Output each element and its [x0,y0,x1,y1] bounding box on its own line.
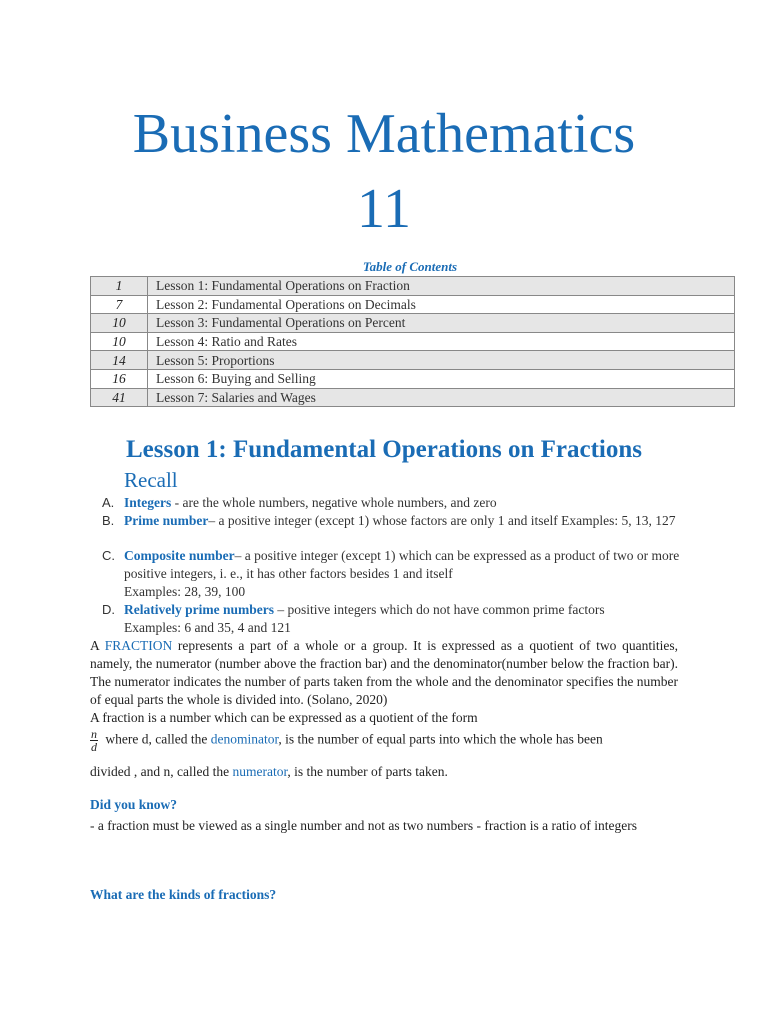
toc-lesson-title[interactable]: Lesson 5: Proportions [148,351,735,370]
quotient-paragraph: A fraction is a number which can be expressed as a quotient of the form [90,710,478,725]
text-span: where d, called the [102,731,211,747]
list-marker: B. [102,513,115,528]
list-item [102,512,682,530]
para-body: represents a part of a whole or a group. It is expressed as a quotient of two quantities, namely, the numerator (number above the fraction bar) and the denominator(number below the fraction bar). The numerator indicates the number of parts taken from the whole and the denominator specifies the number of equal parts the whole is divided into. (Solano, 2020) [90,638,678,707]
list-item [102,494,682,512]
definition-text: – positive integers which do not have common prime factors [273,602,605,617]
toc-lesson-title[interactable]: Lesson 6: Buying and Selling [148,369,735,388]
fraction-form-line-2 [90,763,448,781]
fraction-numerator: n [91,727,97,741]
did-you-know-text: - a fraction must be viewed as a single number and not as two numbers - fraction is a ratio of integers [90,818,637,833]
term-fraction: FRACTION [104,638,173,653]
toc-lesson-title[interactable]: Lesson 7: Salaries and Wages [148,388,735,407]
toc-page-number: 14 [91,351,148,370]
toc-row[interactable] [91,351,735,370]
toc-row[interactable] [91,314,735,333]
definition-text: – a positive integer (except 1) which can be expressed as a product of two or more positive integers, i. e., it has other factors besides 1 and itself [124,548,680,581]
toc-row[interactable] [91,277,735,296]
toc-lesson-title[interactable]: Lesson 3: Fundamental Operations on Percent [148,314,735,333]
table-of-contents [90,276,735,407]
term-relatively-prime: Relatively prime numbers [124,602,274,617]
kinds-of-fractions-heading: What are the kinds of fractions? [90,887,277,902]
list-item [102,547,682,601]
toc-page-number: 10 [91,314,148,333]
term-prime-number: Prime number [124,513,209,528]
fraction-definition-paragraph [90,637,678,709]
toc-page-number: 10 [91,332,148,351]
toc-lesson-title[interactable]: Lesson 4: Ratio and Rates [148,332,735,351]
para-lead: A [90,638,105,653]
examples-text: Examples: 6 and 35, 4 and 121 [124,620,291,635]
lesson-heading: Lesson 1: Fundamental Operations on Fractions [125,436,642,463]
text-span: divided , and n, called the [90,764,233,779]
toc-row[interactable] [91,388,735,407]
fraction-form-line [90,728,690,753]
toc-page-number: 1 [91,277,148,296]
toc-lesson-title[interactable]: Lesson 1: Fundamental Operations on Fraction [148,277,735,296]
term-denominator: denominator [210,731,279,747]
text-span: , is the number of equal parts into which the whole has been [278,731,603,747]
term-numerator: numerator [232,764,288,779]
toc-page-number: 16 [91,369,148,388]
term-integers: Integers [124,495,172,510]
fraction-denominator: d [91,740,97,754]
toc-row[interactable] [91,369,735,388]
term-composite-number: Composite number [124,548,235,563]
toc-heading: Table of Contents [362,259,458,274]
examples-text: Examples: 28, 39, 100 [124,584,246,599]
definition-text: – a positive integer (except 1) whose factors are only 1 and itself Examples: 5, 13, 127 [208,513,676,528]
toc-page-number: 41 [91,388,148,407]
toc-row[interactable] [91,295,735,314]
list-marker: A. [102,495,115,510]
toc-page-number: 7 [91,295,148,314]
definition-text: - are the whole numbers, negative whole numbers, and zero [171,495,497,510]
list-marker: D. [102,602,115,617]
document-title-grade: 11 [357,178,411,240]
document-title: Business Mathematics [132,103,636,165]
text-span: , is the number of parts taken. [287,764,448,779]
toc-lesson-title[interactable]: Lesson 2: Fundamental Operations on Decimals [148,295,735,314]
list-item [102,601,682,637]
recall-subheading: Recall [124,468,178,492]
fraction-n-over-d [90,728,98,753]
list-marker: C. [102,548,115,563]
toc-row[interactable] [91,332,735,351]
did-you-know-heading: Did you know? [90,797,178,812]
